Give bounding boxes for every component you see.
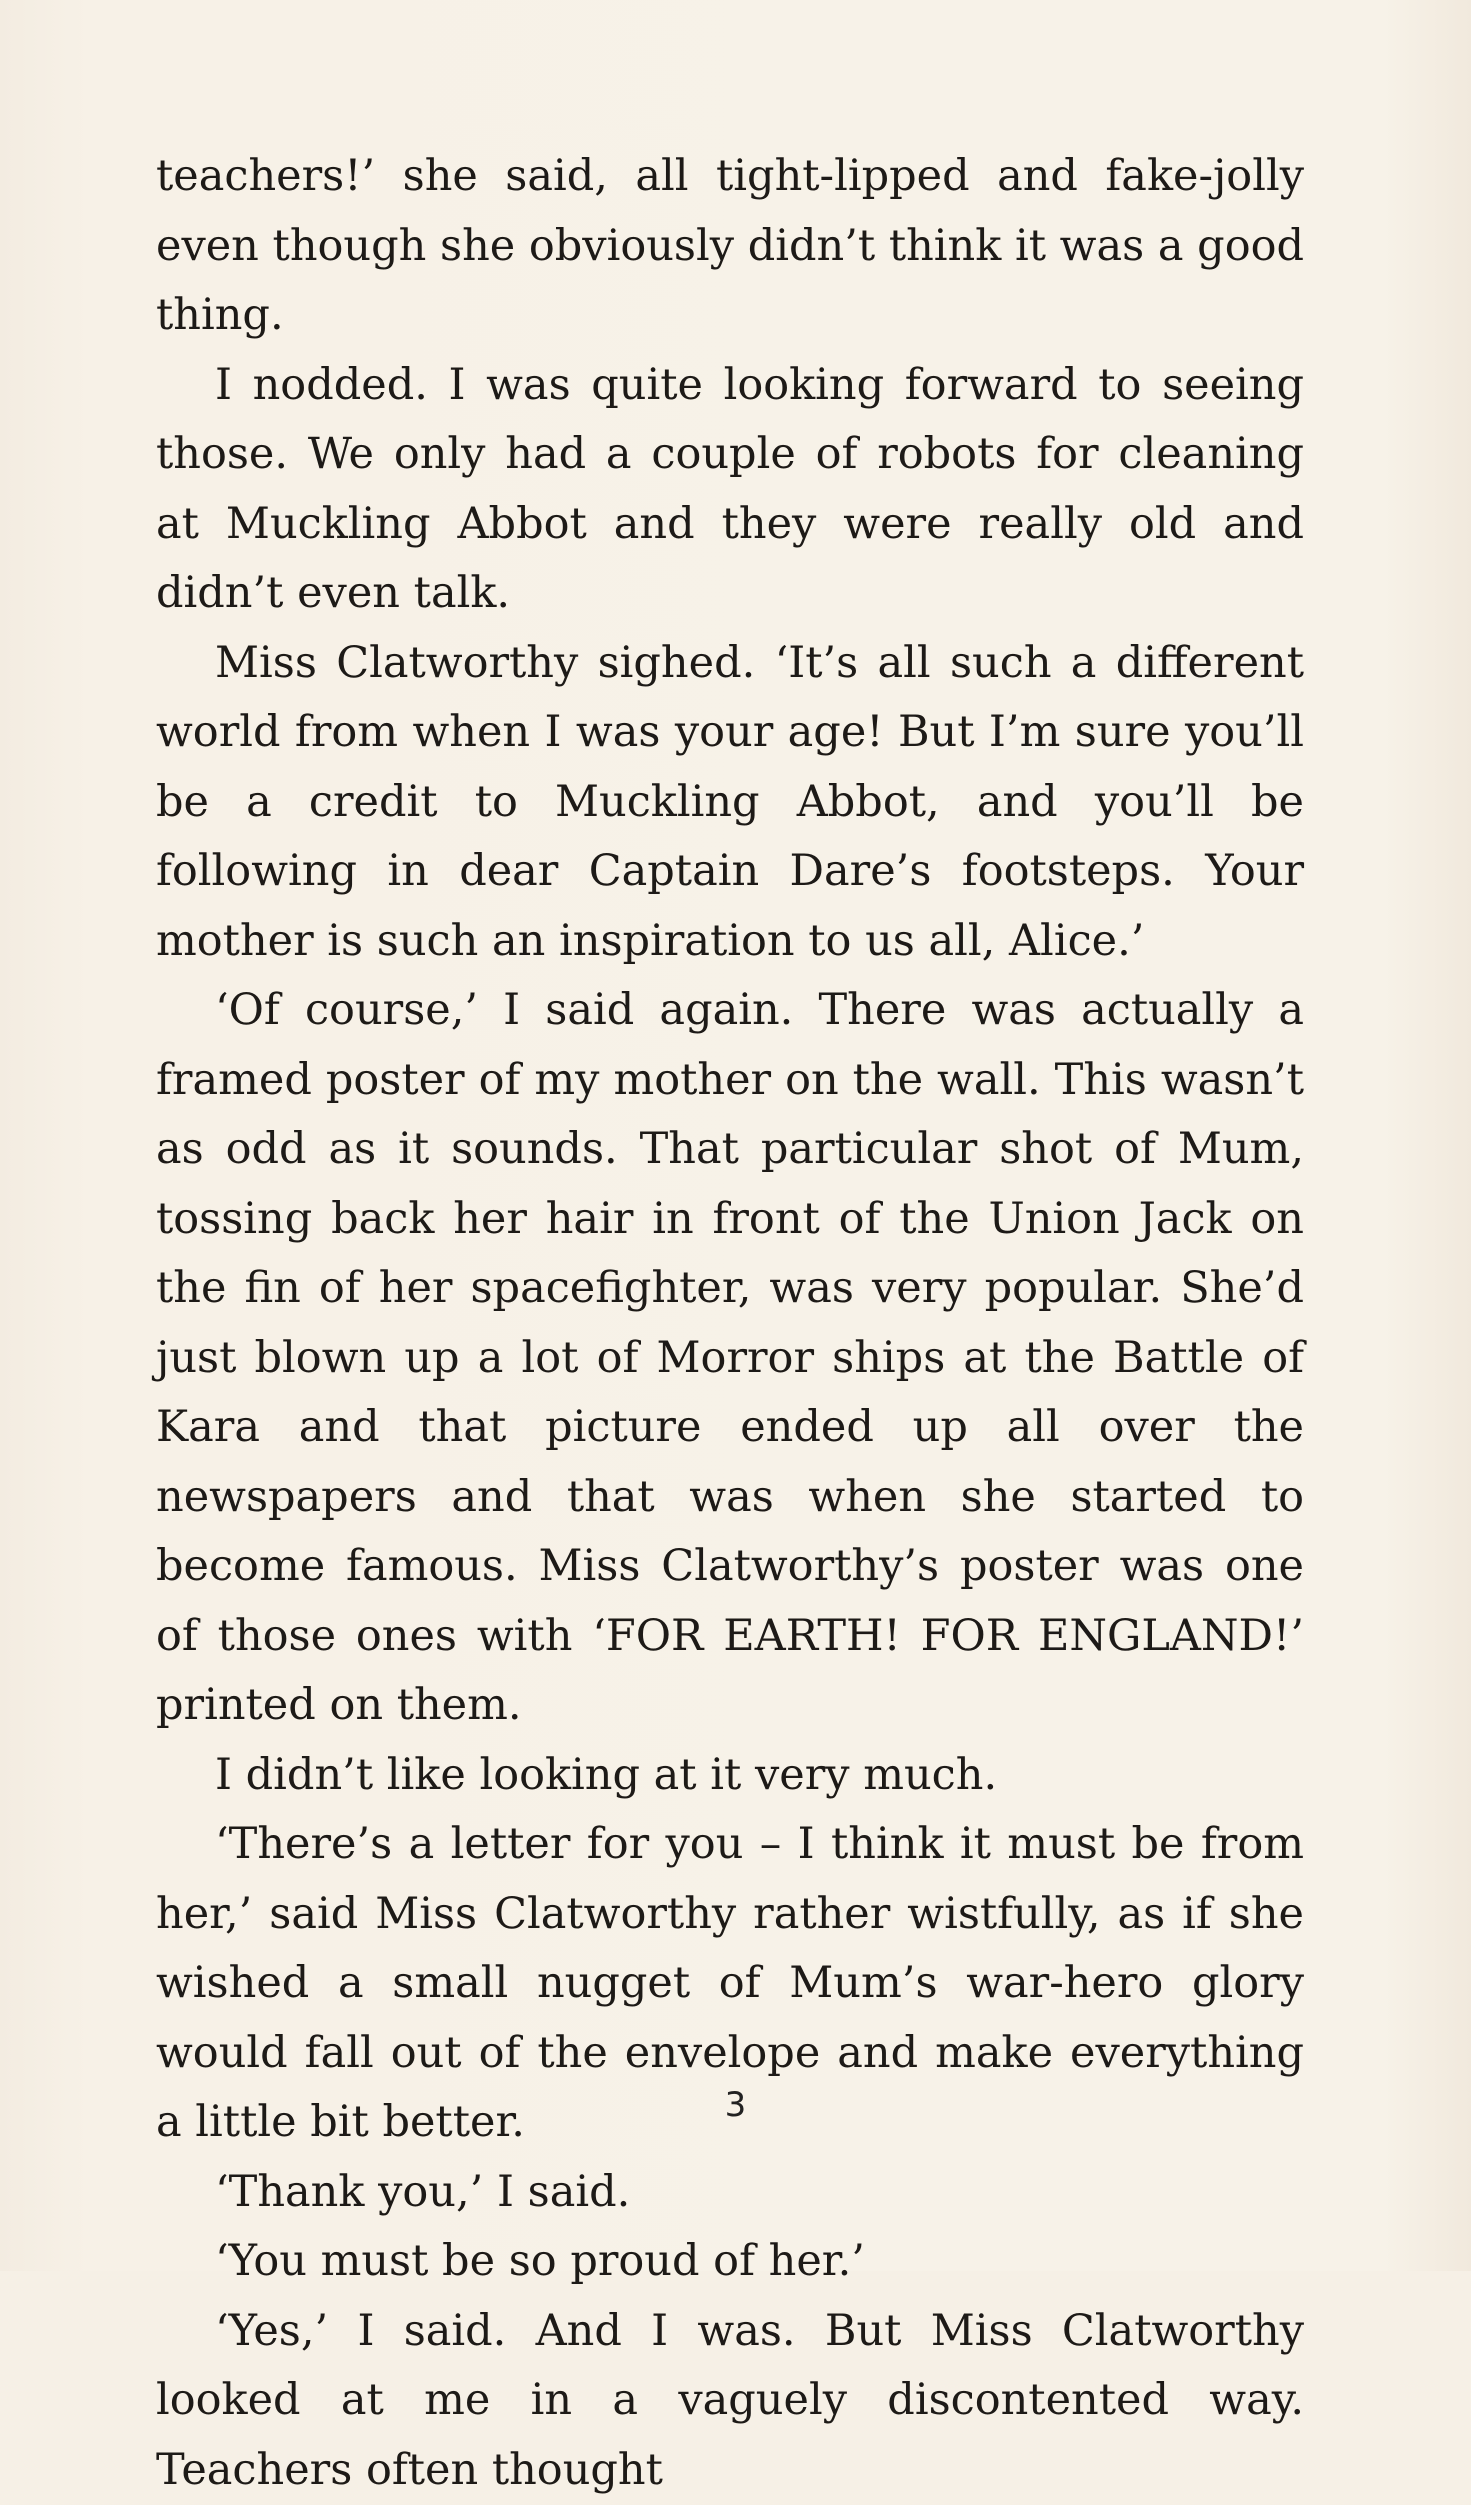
page-number: 3: [0, 2085, 1471, 2125]
paragraph: ‘Of course,’ I said again. There was actually a framed poster of my mother on the wall. This wasn’t as odd as it sounds. That particular shot of Mum, tossing back her hair in front of the Union Jack on the fin of her spacefighter, was very popular. She’d just blown up a lot of Morror ships at the Battle of Kara and that picture ended up all over the newspapers and that was when she started to become famous. Miss Clatworthy’s poster was one of those ones with ‘FOR EARTH! FOR ENGLAND!’ printed on them.: [156, 976, 1304, 1741]
paragraph: ‘Thank you,’ I said.: [156, 2158, 1304, 2228]
paragraph: I nodded. I was quite looking forward to seeing those. We only had a couple of robots for cleaning at Muckling Abbot and they were really old and didn’t even talk.: [156, 351, 1304, 629]
paragraph: ‘There’s a letter for you – I think it must be from her,’ said Miss Clatworthy rather wistfully, as if she wished a small nugget of Mum’s war-hero glory would fall out of the envelope and make everything a little bit better.: [156, 1810, 1304, 2158]
paragraph: I didn’t like looking at it very much.: [156, 1741, 1304, 1811]
paragraph: ‘Yes,’ I said. And I was. But Miss Clatworthy looked at me in a vaguely discontented way. Teachers often thought: [156, 2297, 1304, 2505]
paragraph: Miss Clatworthy sighed. ‘It’s all such a different world from when I was your age! But I’m sure you’ll be a credit to Muckling Abbot, and you’ll be following in dear Captain Dare’s footsteps. Your mother is such an inspiration to us all, Alice.’: [156, 629, 1304, 977]
paragraph: teachers!’ she said, all tight-lipped and fake-jolly even though she obviously didn’t think it was a good thing.: [156, 142, 1304, 351]
paragraph: ‘You must be so proud of her.’: [156, 2227, 1304, 2297]
body-text: [156, 142, 1304, 2505]
